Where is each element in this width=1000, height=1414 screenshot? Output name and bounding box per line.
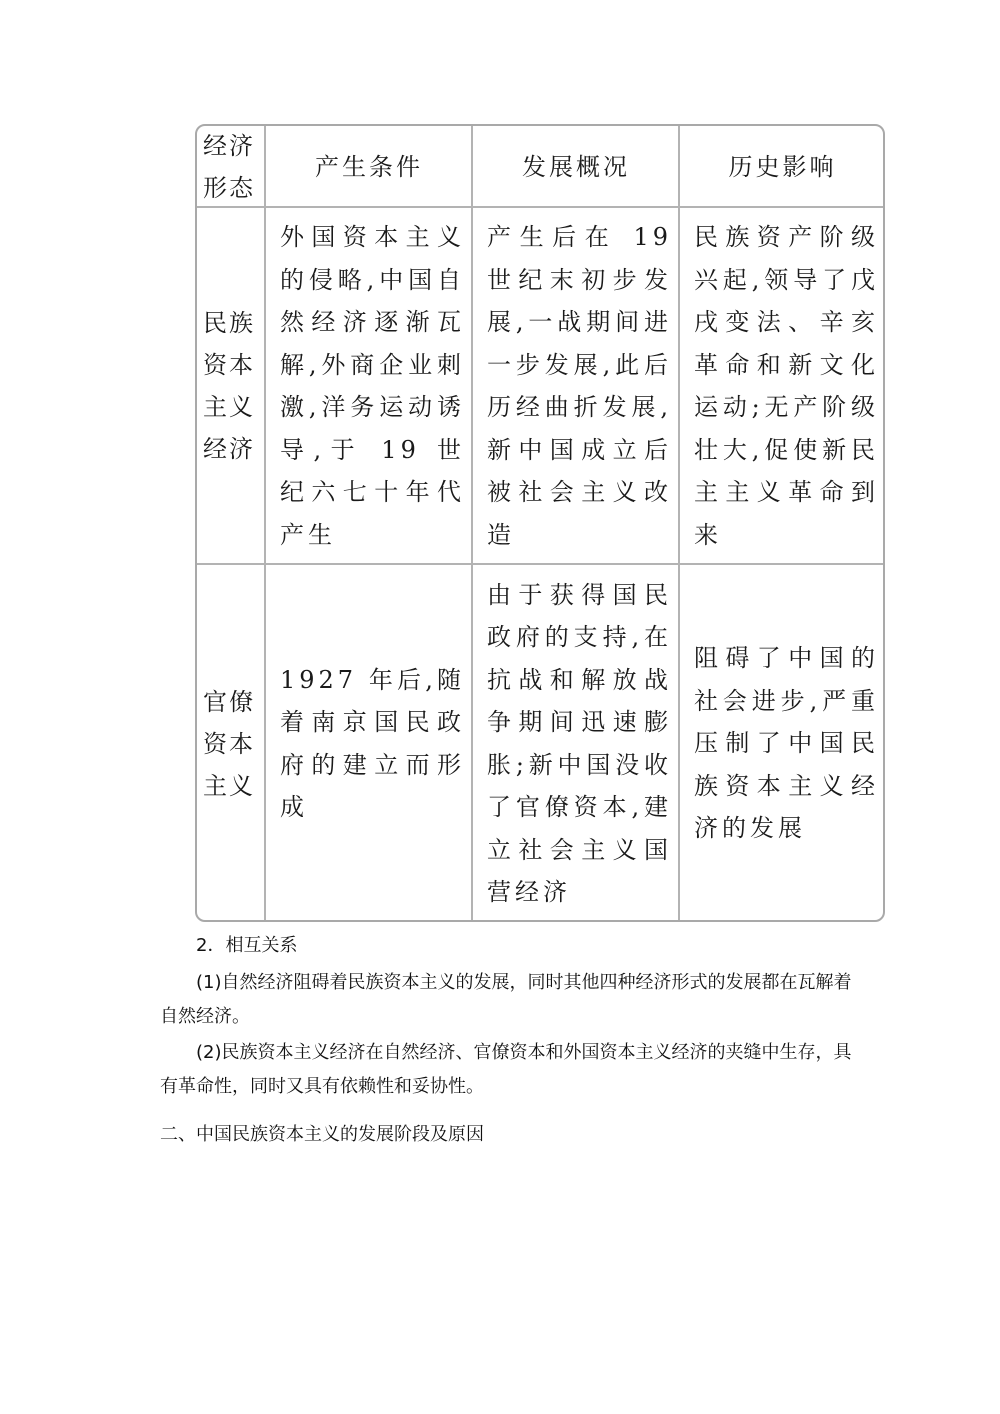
- row-type-bureaucratic-capitalism: [203, 565, 265, 922]
- header-conditions: [266, 126, 472, 208]
- cell-text: 产生后在 19 世纪末初步发展,一战期间进一步发展,此后历经曲折发展,新中国成立后被社会主义改造: [487, 223, 672, 549]
- header-impact: [680, 126, 885, 208]
- header-label: 发展概况: [522, 152, 630, 181]
- type-line: 主义: [203, 771, 255, 800]
- cell-impact: [694, 208, 879, 564]
- cell-impact: [694, 565, 879, 922]
- type-line: 经济: [203, 435, 255, 463]
- cell-text: 外国资本主义的侵略,中国自然经济逐渐瓦解,外商企业刺激,洋务运动诱导,于 19 世纪六七十年代产生: [280, 223, 465, 549]
- column-divider: [678, 126, 680, 920]
- cell-development: [487, 208, 672, 564]
- header-label: 产生条件: [315, 152, 423, 181]
- header-label: 历史影响: [728, 152, 837, 181]
- cell-text: 阻碍了中国的社会进步,严重压制了中国民族资本主义经济的发展: [694, 644, 879, 843]
- type-line: 民族: [203, 309, 255, 337]
- next-section-heading: 二、中国民族资本主义的发展阶段及原因: [160, 1124, 484, 1145]
- type-line: 资本: [203, 729, 255, 758]
- type-line: 官僚: [203, 687, 255, 716]
- type-line: 主义: [203, 393, 255, 421]
- cell-conditions: [280, 565, 465, 922]
- paragraph-1: (1)自然经济阻碍着民族资本主义的发展，同时其他四种经济形式的发展都在瓦解着自然经济。: [160, 972, 852, 1027]
- header-line: 经济: [203, 132, 255, 160]
- cell-text: 民族资产阶级兴起,领导了戊戌变法、辛亥革命和新文化运动;无产阶级壮大,促使新民主主义革命到来: [694, 223, 879, 549]
- cell-text: 1927 年后,随着南京国民政府的建立而形成: [280, 665, 465, 821]
- row-type-national-capitalism: [203, 208, 265, 564]
- cell-development: [487, 565, 672, 922]
- header-development: [473, 126, 679, 208]
- cell-text: 由于获得国民政府的支持,在抗战和解放战争期间迅速膨胀;新中国没收了官僚资本,建立社会主义国营经济: [487, 580, 672, 906]
- header-line: 形态: [203, 174, 255, 202]
- header-economic-form: [203, 126, 265, 208]
- cell-conditions: [280, 208, 465, 564]
- column-divider: [471, 126, 473, 920]
- section-heading: 2．相互关系: [196, 935, 298, 956]
- type-line: 资本: [203, 351, 255, 379]
- paragraph-2: (2)民族资本主义经济在自然经济、官僚资本和外国资本主义经济的夹缝中生存，具有革命性，同时又具有依赖性和妥协性。: [160, 1042, 852, 1097]
- economic-forms-table: [195, 124, 885, 922]
